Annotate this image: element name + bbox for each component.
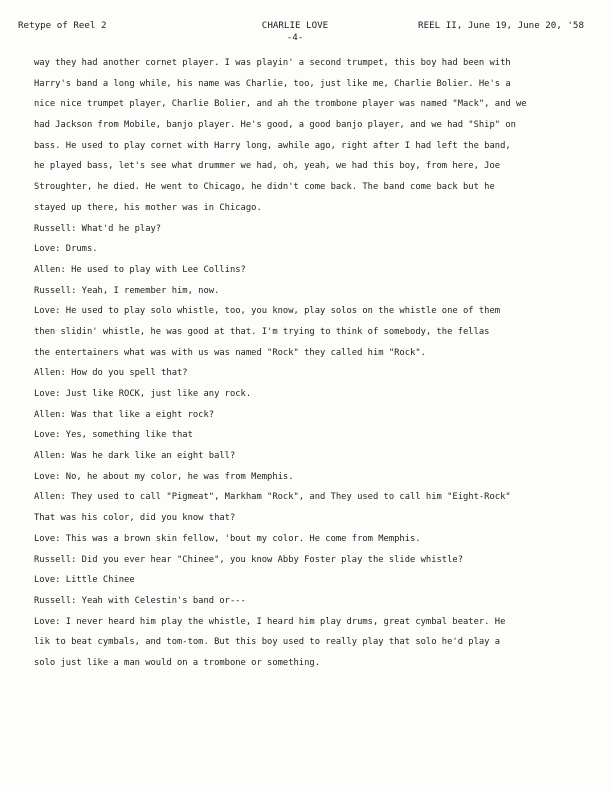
transcript-line: then slidin' whistle, he was good at that. I'm trying to think of somebody, the fellas [34,326,490,337]
transcript-line: Love: I never heard him play the whistle, I heard him play drums, great cymbal beater. He [34,616,506,627]
transcript-line: solo just like a man would on a trombone or something. [34,657,320,668]
header-reel-label: Retype of Reel 2 [18,20,107,31]
header-title [250,20,340,43]
transcript-line: Russell: Yeah with Celestin's band or--- [34,595,246,606]
transcript-line: Love: No, he about my color, he was from Memphis. [34,471,294,482]
transcript-line: bass. He used to play cornet with Harry long, awhile ago, right after I had left the band, [34,140,511,151]
transcript-line: Allen: He used to play with Lee Collins? [34,264,246,275]
transcript-line: Love: This was a brown skin fellow, 'bout my color. He come from Memphis. [34,533,421,544]
transcript-line: Love: Drums. [34,244,98,255]
header-reel-date: REEL II, June 19, June 20, '58 [418,20,584,31]
transcript-line: lik to beat cymbals, and tom-tom. But this boy used to really play that solo he'd play a [34,637,501,648]
transcript-line: Allen: Was that like a eight rock? [34,409,215,420]
transcript-line: he played bass, let's see what drummer we had, oh, yeah, we had this boy, from here, Joe [34,161,501,172]
transcript-line: That was his color, did you know that? [34,513,236,524]
transcript-line: Allen: Was he dark like an eight ball? [34,451,236,462]
transcript-line: Allen: How do you spell that? [34,368,188,379]
transcript-line: Russell: Did you ever hear "Chinee", you know Abby Foster play the slide whistle? [34,554,463,565]
transcript-line: stayed up there, his mother was in Chicago. [34,202,262,213]
transcript-line: had Jackson from Mobile, banjo player. He's good, a good banjo player, and we had "Ship" on [34,120,516,131]
transcript-line: Russell: Yeah, I remember him, now. [34,285,220,296]
transcript-line: Love: Yes, something like that [34,430,193,441]
transcript-line: Allen: They used to call "Pigmeat", Markham "Rock", and They used to call him "Eight-Rock" [34,492,511,503]
transcript-line: Love: He used to play solo whistle, too, you know, play solos on the whistle one of them [34,306,501,317]
transcript-line: Russell: What'd he play? [34,223,162,234]
transcript-line: way they had another cornet player. I was playin' a second trumpet, this boy had been with [34,58,511,68]
transcript-line: Stroughter, he died. He went to Chicago, he didn't come back. The band come back but he [34,182,495,193]
transcript-body [34,53,586,674]
header-interviewee-name: CHARLIE LOVE [261,20,329,31]
transcript-line: Love: Little Chinee [34,575,135,586]
page-header [18,20,592,50]
transcript-line: nice nice trumpet player, Charlie Bolier, and ah the trombone player was named "Mack", and we [34,99,527,110]
page-number: -4- [286,32,304,43]
transcript-line: Love: Just like ROCK, just like any rock. [34,389,252,399]
transcript-line: Harry's band a long while, his name was Charlie, too, just like me, Charlie Bolier. He's a [34,78,511,89]
transcript-line: the entertainers what was with us was named "Rock" they called him "Rock". [34,347,426,358]
